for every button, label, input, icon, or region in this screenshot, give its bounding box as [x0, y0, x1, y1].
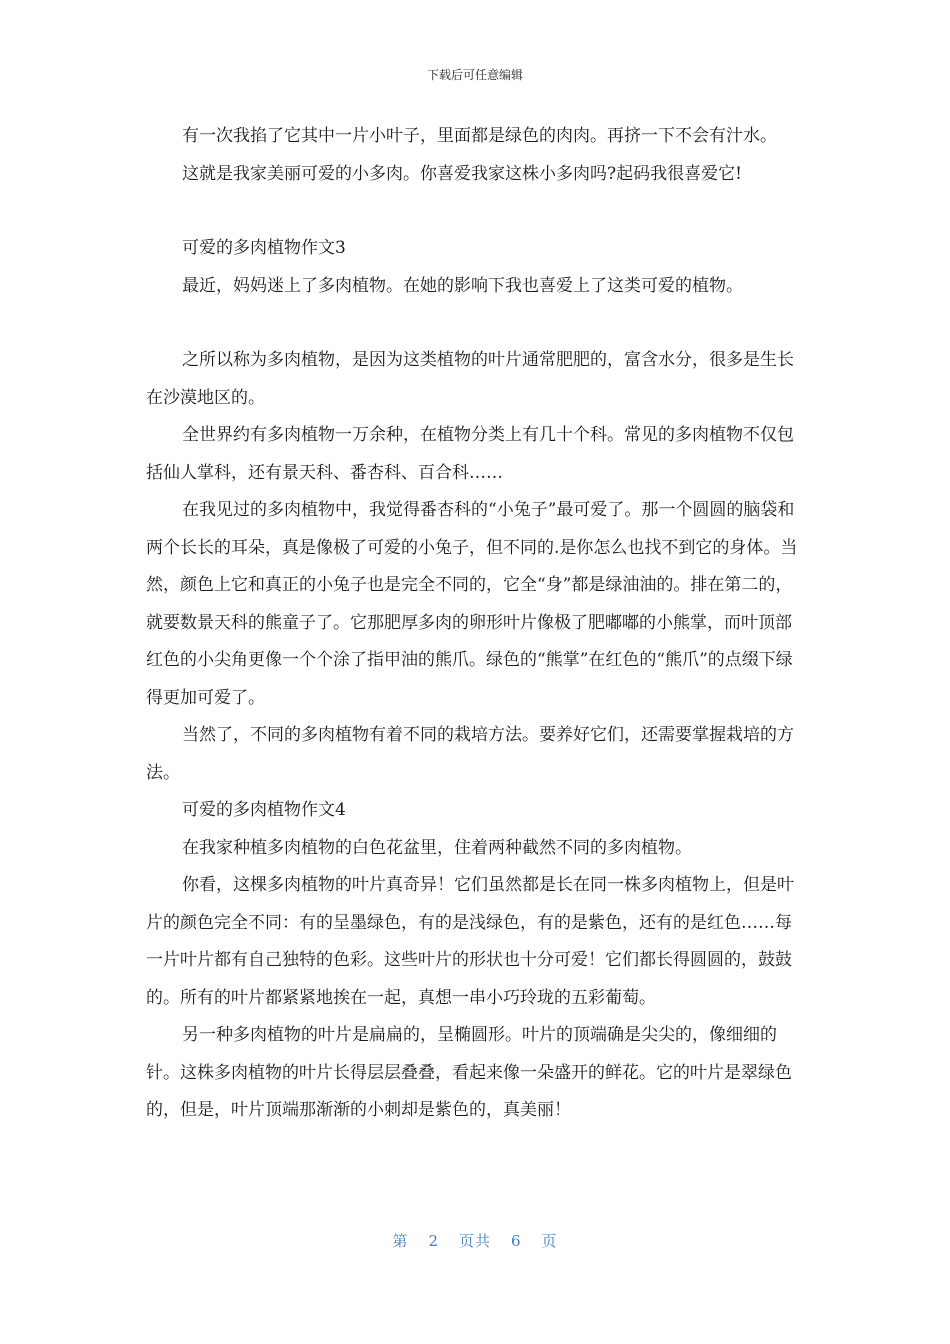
- paragraph-8: 在我家种植多肉植物的白色花盆里，住着两种截然不同的多肉植物。: [182, 837, 692, 858]
- page-label-suffix: 页: [541, 1232, 558, 1250]
- spacer: [146, 193, 806, 230]
- spacer: [146, 305, 806, 342]
- paragraph-3: 最近，妈妈迷上了多肉植物。在她的影响下我也喜爱上了这类可爱的植物。: [182, 275, 743, 296]
- page-current: 2: [428, 1232, 439, 1250]
- page-footer: [0, 1230, 950, 1251]
- section-title-3: 可爱的多肉植物作文3: [182, 238, 346, 258]
- document-body: [146, 118, 806, 1130]
- paragraph-6: 在我见过的多肉植物中，我觉得番杏科的“小兔子”最可爱了。那一个圆圆的脑袋和两个长长的耳朵，真是像极了可爱的小兔子，但不同的.是你怎么也找不到它的身体。当然，颜色上它和真正的小兔子也是完全不同的，它全“身”都是绿油油的。排在第二的，就要数景天科的熊童子了。它那肥厚多肉的卵形叶片像极了肥嘟嘟的小熊掌，而叶顶部红色的小尖角更像一个个涂了指甲油的熊爪。绿色的“熊掌”在红色的“熊爪”的点缀下绿得更加可爱了。: [146, 500, 798, 708]
- paragraph-1: 有一次我掐了它其中一片小叶子，里面都是绿色的肉肉。再挤一下不会有汁水。: [182, 126, 777, 146]
- paragraph-10: 另一种多肉植物的叶片是扁扁的，呈椭圆形。叶片的顶端确是尖尖的，像细细的针。这株多肉植物的叶片长得层层叠叠，看起来像一朵盛开的鲜花。它的叶片是翠绿色的，但是，叶片顶端那渐渐的小刺却是紫色的，真美丽！: [146, 1025, 792, 1120]
- page-total: 6: [511, 1232, 522, 1250]
- page-header: 下载后可任意编辑: [426, 68, 523, 82]
- paragraph-2: 这就是我家美丽可爱的小多肉。你喜爱我家这株小多肉吗?起码我很喜爱它!: [182, 163, 742, 184]
- section-title-4: 可爱的多肉植物作文4: [182, 800, 346, 820]
- paragraph-9: 你看，这棵多肉植物的叶片真奇异！它们虽然都是长在同一株多肉植物上，但是叶片的颜色完全不同：有的呈墨绿色，有的是浅绿色，有的是紫色，还有的是红色……每一片叶片都有自己独特的色彩。这些叶片的形状也十分可爱！它们都长得圆圆的，鼓鼓的。所有的叶片都紧紧地挨在一起，真想一串小巧玲珑的五彩葡萄。: [146, 875, 794, 1008]
- paragraph-5: 全世界约有多肉植物一万余种，在植物分类上有几十个科。常见的多肉植物不仅包括仙人掌科，还有景天科、番杏科、百合科……: [146, 425, 794, 483]
- paragraph-4: 之所以称为多肉植物，是因为这类植物的叶片通常肥肥的，富含水分，很多是生长在沙漠地区的。: [146, 350, 794, 408]
- paragraph-7: 当然了，不同的多肉植物有着不同的栽培方法。要养好它们，还需要掌握栽培的方法。: [146, 725, 794, 783]
- page-label-mid: 页共: [458, 1232, 491, 1250]
- page-label-prefix: 第: [392, 1232, 409, 1250]
